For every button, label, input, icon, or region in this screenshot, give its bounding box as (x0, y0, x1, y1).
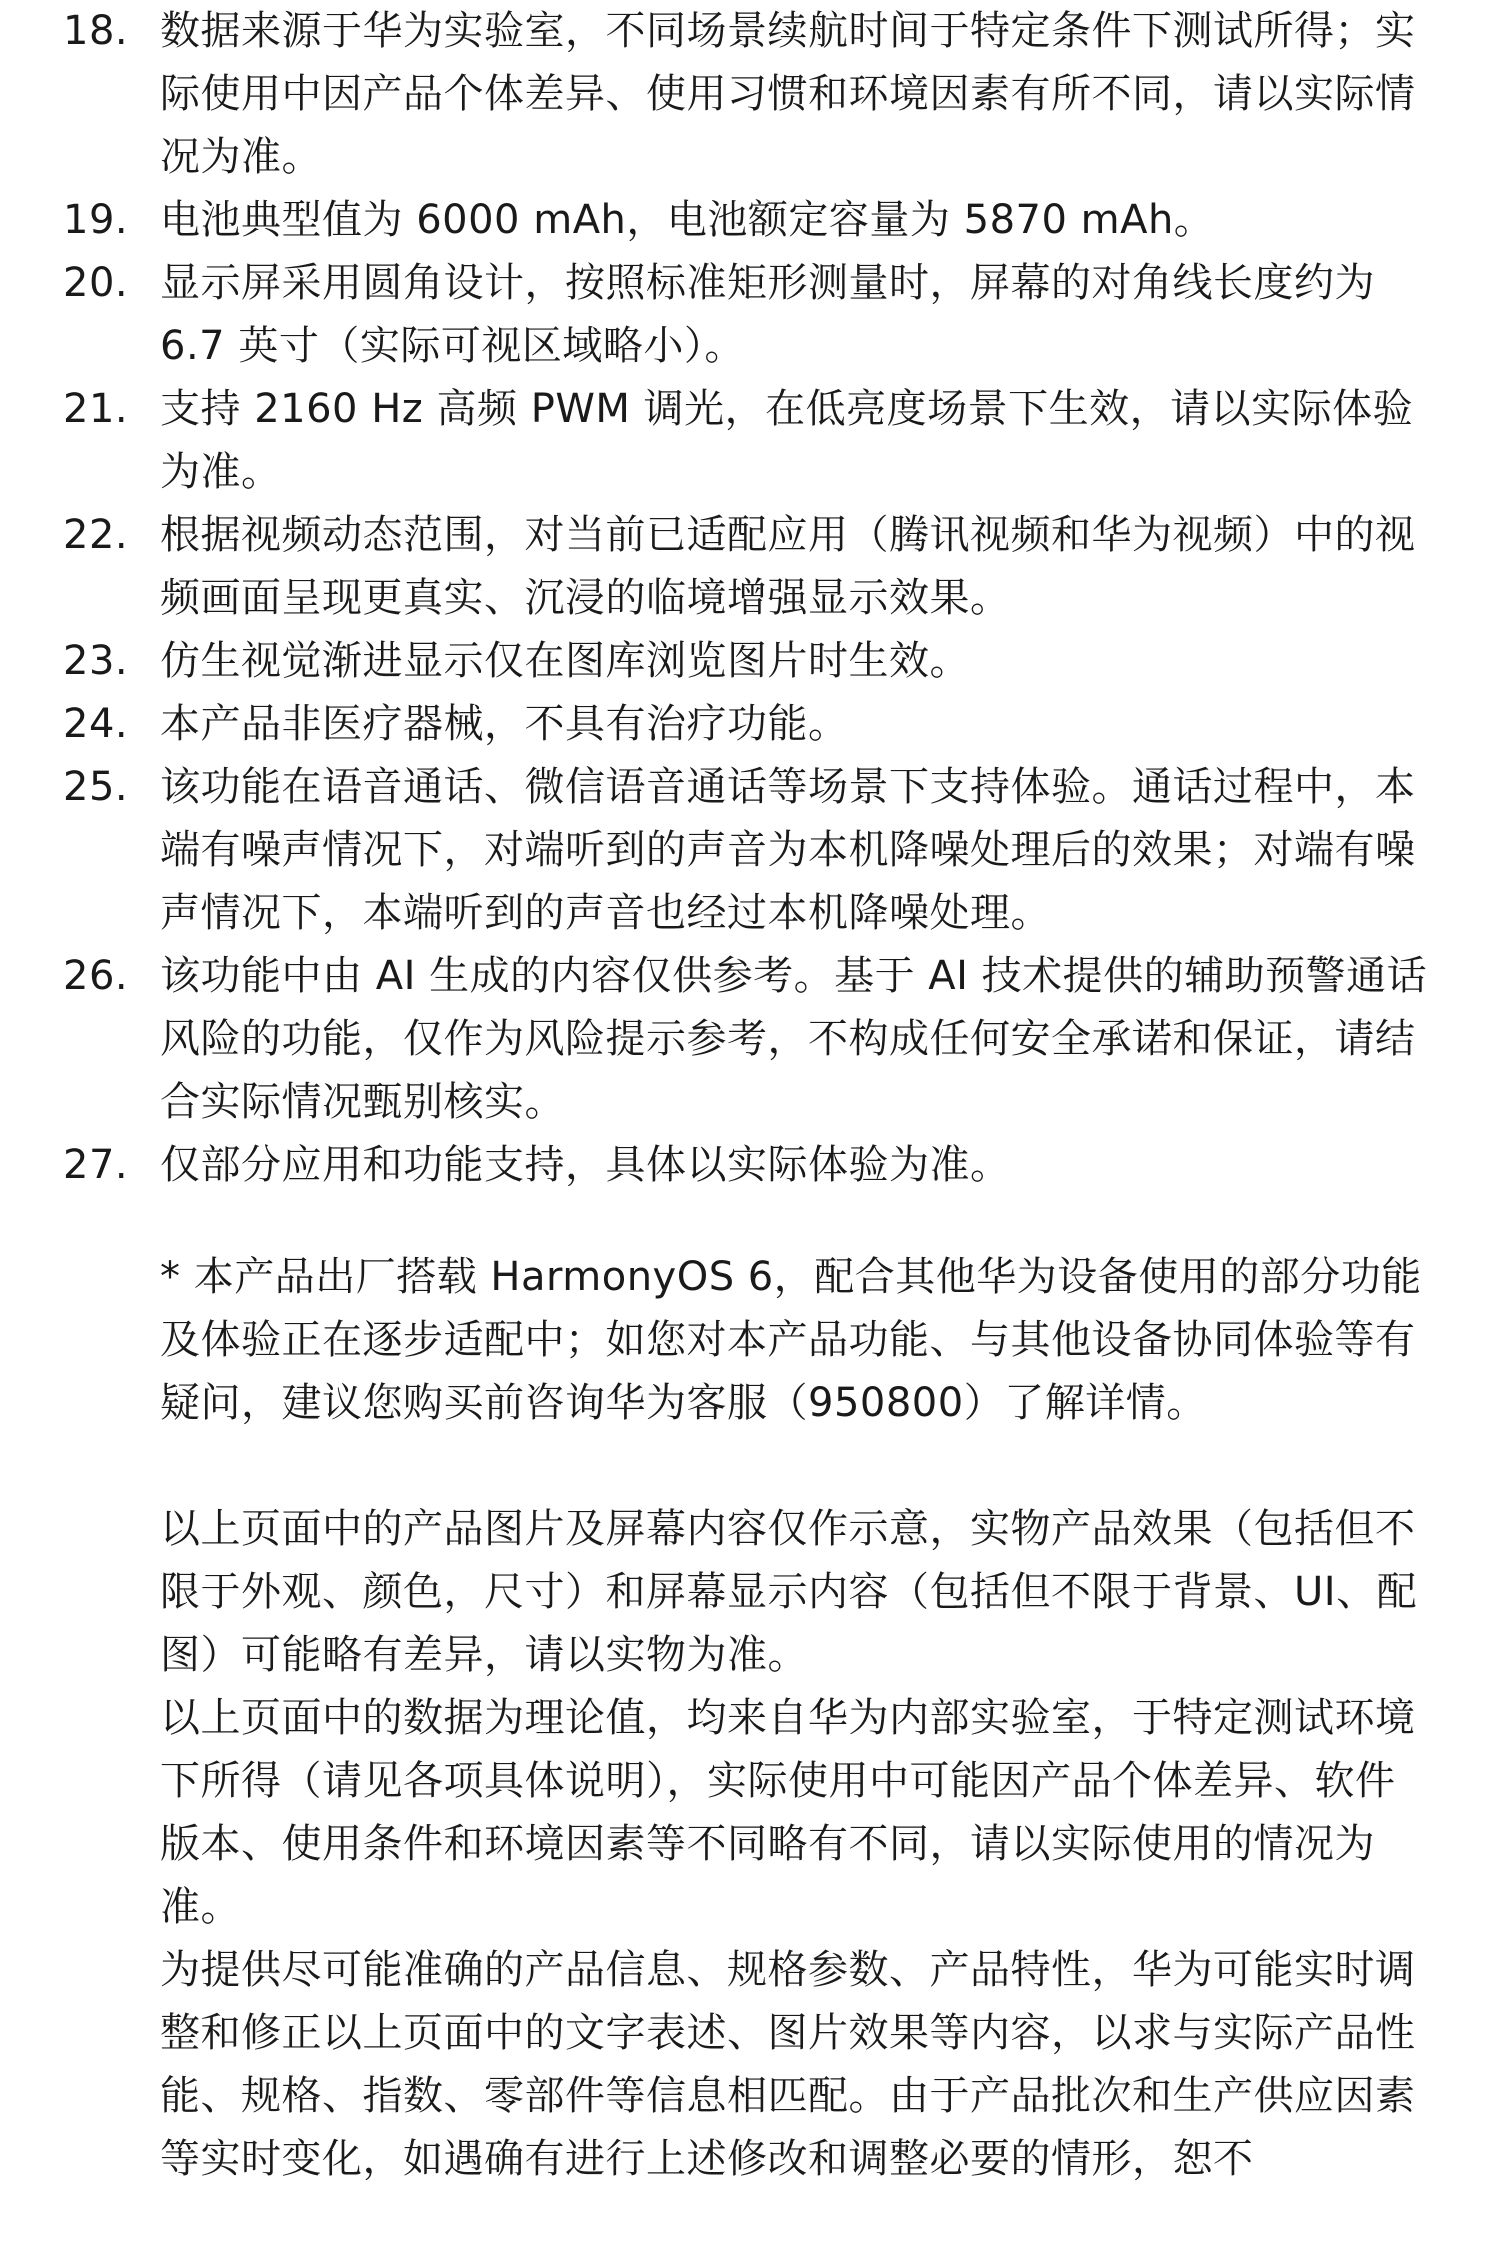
footnote-text: 该功能在语音通话、微信语音通话等场景下支持体验。通话过程中，本端有噪声情况下，对端听到的声音为本机降噪处理后的效果；对端有噪声情况下，本端听到的声音也经过本机降噪处理。 (160, 764, 1416, 936)
harmonyos-note: * 本产品出厂搭载 HarmonyOS 6，配合其他华为设备使用的部分功能及体验正在逐步适配中；如您对本产品功能、与其他设备协同体验等有疑问，建议您购买前咨询华为客服（950800）了解详情。 (160, 1254, 1422, 1426)
disclaimer-paragraph: 以上页面中的产品图片及屏幕内容仅作示意，实物产品效果（包括但不限于外观、颜色，尺寸）和屏幕显示内容（包括但不限于背景、UI、配图）可能略有差异，请以实物为准。 (160, 1506, 1418, 1678)
footnote-item (0, 504, 1500, 630)
footnote-number: 27. (63, 1142, 129, 1188)
system-footnote (160, 1246, 1430, 1435)
footnote-item (0, 252, 1500, 378)
footnote-text: 显示屏采用圆角设计，按照标准矩形测量时，屏幕的对角线长度约为 6.7 英寸（实际可视区域略小）。 (160, 260, 1375, 369)
footnote-text: 该功能中由 AI 生成的内容仅供参考。基于 AI 技术提供的辅助预警通话风险的功能，仅作为风险提示参考，不构成任何安全承诺和保证，请结合实际情况甄别核实。 (160, 953, 1428, 1125)
footnote-number: 23. (63, 638, 129, 684)
footnote-item (0, 0, 1500, 189)
footnote-item (0, 693, 1500, 756)
footnote-number: 18. (63, 8, 129, 54)
footnote-text: 根据视频动态范围，对当前已适配应用（腾讯视频和华为视频）中的视频画面呈现更真实、沉浸的临境增强显示效果。 (160, 512, 1416, 621)
footnote-text: 仿生视觉渐进显示仅在图库浏览图片时生效。 (160, 638, 970, 684)
footnote-number: 19. (63, 197, 129, 243)
footnote-item (0, 189, 1500, 252)
footnote-item (0, 945, 1500, 1134)
footnote-text: 支持 2160 Hz 高频 PWM 调光，在低亮度场景下生效，请以实际体验为准。 (160, 386, 1414, 495)
disclaimer-block (160, 1498, 1430, 2191)
disclaimer-paragraph: 以上页面中的数据为理论值，均来自华为内部实验室，于特定测试环境下所得（请见各项具体说明），实际使用中可能因产品个体差异、软件版本、使用条件和环境因素等不同略有不同，请以实际使用的情况为准。 (160, 1695, 1416, 1930)
footnote-text: 仅部分应用和功能支持，具体以实际体验为准。 (160, 1142, 1011, 1188)
footnote-text: 本产品非医疗器械，不具有治疗功能。 (160, 701, 849, 747)
disclaimer-paragraph: 为提供尽可能准确的产品信息、规格参数、产品特性，华为可能实时调整和修正以上页面中的文字表述、图片效果等内容，以求与实际产品性能、规格、指数、零部件等信息相匹配。由于产品批次和生产供应因素等实时变化，如遇确有进行上述修改和调整必要的情形，恕不 (160, 1947, 1416, 2182)
footnote-item (0, 378, 1500, 504)
footnote-number: 20. (63, 260, 129, 306)
footnote-number: 25. (63, 764, 129, 810)
footnote-item (0, 630, 1500, 693)
footnote-text: 数据来源于华为实验室，不同场景续航时间于特定条件下测试所得；实际使用中因产品个体差异、使用习惯和环境因素有所不同，请以实际情况为准。 (160, 8, 1416, 180)
footnote-text: 电池典型值为 6000 mAh，电池额定容量为 5870 mAh。 (160, 197, 1215, 243)
footnote-number: 24. (63, 701, 129, 747)
footnote-item (0, 1134, 1500, 1197)
footnote-number: 26. (63, 953, 129, 999)
footnote-number: 21. (63, 386, 129, 432)
footnote-item (0, 756, 1500, 945)
footnote-number: 22. (63, 512, 129, 558)
